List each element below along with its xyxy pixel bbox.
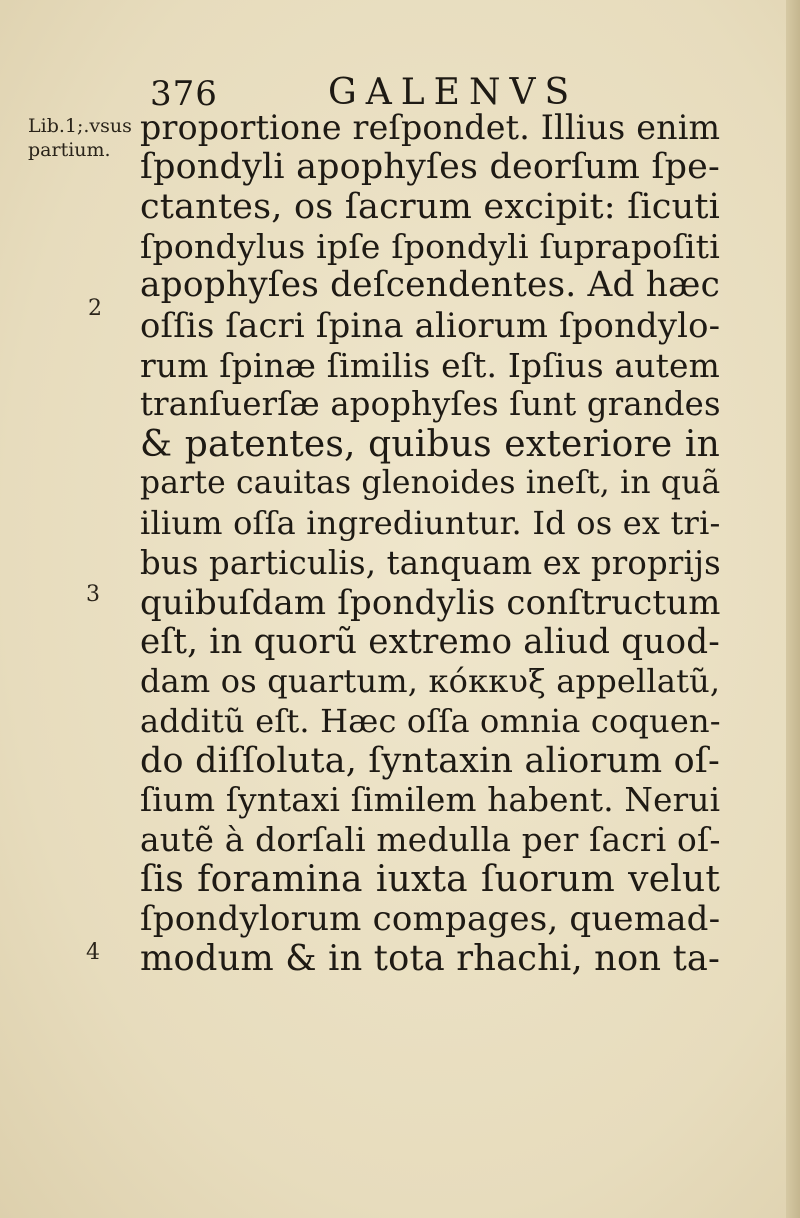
text-line: ilium oſſa ingrediuntur. Id os ex tri- [140, 503, 721, 542]
text-line: eſt, in quorũ extremo aliud quod- [140, 621, 720, 662]
text-line: bus particulis, tanquam ex proprijs [140, 543, 721, 582]
text-line: proportione reſpondet. Illius enim [140, 108, 721, 147]
running-head: GALENVS [328, 72, 579, 113]
text-line: parte cauitas glenoides ineſt, in quã [140, 465, 721, 502]
margin-number: 4 [86, 940, 100, 965]
page-edge [786, 0, 800, 1218]
text-line: quibuſdam ſpondylis conſtructum [140, 583, 721, 623]
text-line: ſpondylorum compages, quemad- [140, 898, 721, 939]
text-line: rum ſpinæ ſimilis eſt. Ipſius autem [140, 345, 721, 385]
text-line: ſium ſyntaxi ſimilem habent. Nerui [140, 781, 721, 820]
margin-number: 3 [86, 582, 100, 607]
text-line: ſpondylus ipſe ſpondyli ſuprapoſiti [140, 226, 720, 266]
margin-note [28, 114, 132, 162]
margin-number: 2 [88, 296, 102, 321]
margin-note-line: partium. [28, 139, 111, 161]
page-number: 376 [150, 74, 218, 114]
text-line: additũ eſt. Hæc oſſa omnia coquen- [140, 701, 721, 740]
text-line: oſſis ſacri ſpina aliorum ſpondylo- [140, 305, 721, 345]
text-line: autẽ à dorſali medulla per ſacri oſ- [140, 820, 721, 859]
margin-note-line: Lib.1;.vsus [28, 115, 132, 137]
text-line: ſpondyli apophyſes deorſum ſpe- [140, 146, 720, 187]
text-line: modum & in tota rhachi, non ta- [140, 938, 721, 980]
text-line: ſis foramina iuxta ſuorum velut [140, 859, 720, 901]
text-line: tranſuerſæ apophyſes ſunt grandes [140, 385, 721, 424]
text-line: ctantes, os ſacrum excipit: ſicuti [140, 186, 720, 228]
text-line: & patentes, quibus exteriore in [140, 423, 720, 465]
body-text [140, 108, 720, 979]
text-line: apophyſes deſcendentes. Ad hæc [140, 265, 721, 306]
text-line: dam os quartum, κόκκυξ appellatũ, [140, 662, 721, 701]
text-line: do diſſoluta, ſyntaxin aliorum oſ- [140, 740, 720, 781]
